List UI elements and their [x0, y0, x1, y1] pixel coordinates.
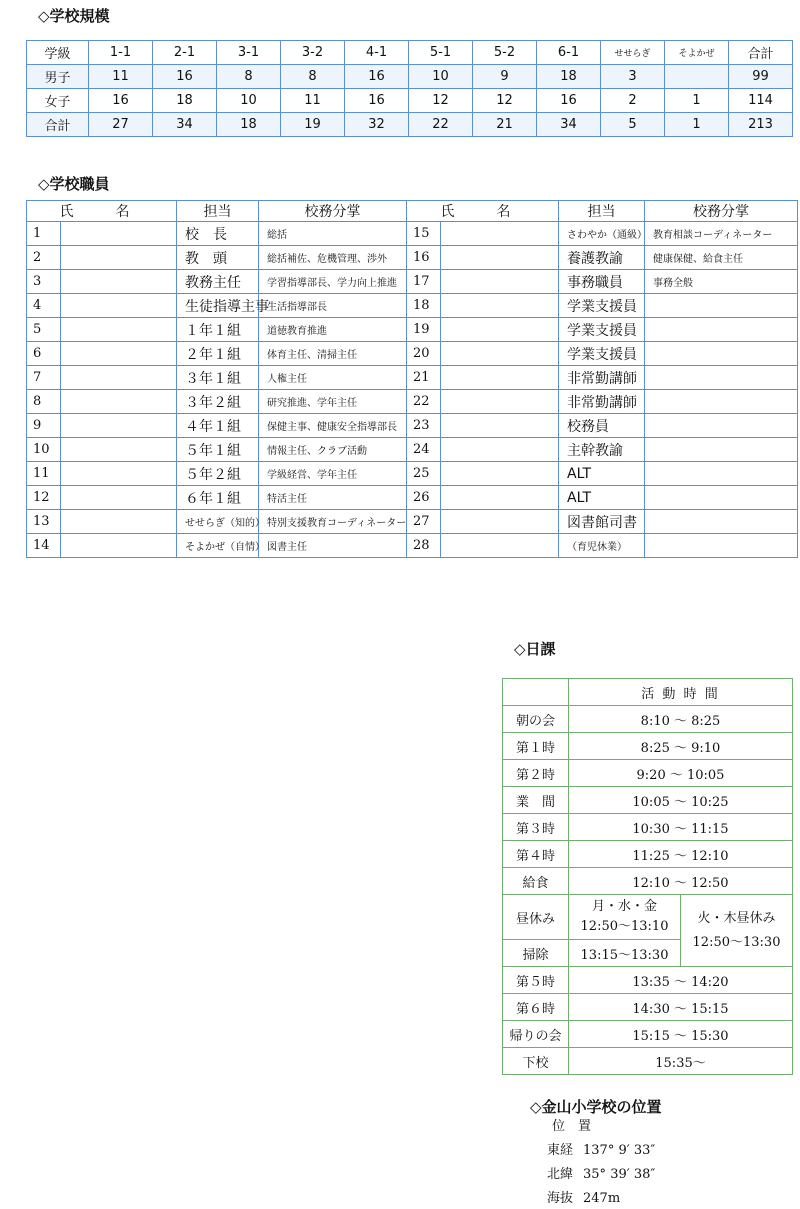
- row-label: 女子: [27, 89, 89, 113]
- staff-number: 14: [27, 534, 61, 558]
- count-cell: 10: [409, 65, 473, 89]
- header-cell: 4-1: [345, 41, 409, 65]
- staff-duty: [645, 462, 798, 486]
- staff-row: [27, 510, 798, 534]
- count-cell: 16: [537, 89, 601, 113]
- staff-name: [61, 534, 177, 558]
- lunch-break-mwf: [569, 895, 681, 940]
- header-blank: [503, 679, 569, 706]
- count-cell: 34: [537, 113, 601, 137]
- staff-role: 学業支援員: [559, 318, 645, 342]
- staff-number: 6: [27, 342, 61, 366]
- staff-name: [61, 222, 177, 246]
- staff-name: [61, 342, 177, 366]
- staff-duty: [645, 414, 798, 438]
- period-label: 第２時: [503, 760, 569, 787]
- count-cell: 3: [601, 65, 665, 89]
- count-cell: 21: [473, 113, 537, 137]
- staff-role: ３年２組: [177, 390, 259, 414]
- staff-name: [61, 318, 177, 342]
- staff-name: [441, 438, 559, 462]
- staff-role: （育児休業）: [559, 534, 645, 558]
- staff-role: ALT: [559, 462, 645, 486]
- staff-name: [441, 318, 559, 342]
- period-time: 15:35～: [569, 1048, 793, 1075]
- staff-duty: 情報主任、クラブ活動: [259, 438, 407, 462]
- staff-duty: 生活指導部長: [259, 294, 407, 318]
- staff-role: ALT: [559, 486, 645, 510]
- staff-role: 主幹教諭: [559, 438, 645, 462]
- staff-row: [27, 294, 798, 318]
- staff-role: ３年１組: [177, 366, 259, 390]
- lunch-mwf-time: 12:50～13:10: [580, 919, 669, 934]
- count-cell: 16: [345, 65, 409, 89]
- count-cell: 114: [729, 89, 793, 113]
- count-cell: 32: [345, 113, 409, 137]
- staff-name: [61, 390, 177, 414]
- staff-row: [27, 462, 798, 486]
- header-cell: 合計: [729, 41, 793, 65]
- staff-name: [61, 462, 177, 486]
- staff-role: せせらぎ（知的）: [177, 510, 259, 534]
- staff-name: [61, 270, 177, 294]
- staff-role: 学業支援員: [559, 294, 645, 318]
- staff-number: 25: [407, 462, 441, 486]
- header-name: 氏 名: [407, 201, 559, 222]
- staff-role: 養護教諭: [559, 246, 645, 270]
- staff-number: 10: [27, 438, 61, 462]
- period-time: 13:35 ～ 14:20: [569, 967, 793, 994]
- count-cell: 1: [665, 89, 729, 113]
- staff-name: [441, 342, 559, 366]
- staff-role: 校務員: [559, 414, 645, 438]
- staff-number: 8: [27, 390, 61, 414]
- staff-duty: [645, 438, 798, 462]
- header-cell: 3-2: [281, 41, 345, 65]
- header-cell: 2-1: [153, 41, 217, 65]
- staff-number: 3: [27, 270, 61, 294]
- staff-heading: ◇学校職員: [38, 175, 110, 193]
- staff-name: [61, 486, 177, 510]
- period-label: 第１時: [503, 733, 569, 760]
- staff-duty: 事務全般: [645, 270, 798, 294]
- count-cell: 18: [153, 89, 217, 113]
- staff-number: 22: [407, 390, 441, 414]
- schedule-row-lunch: [503, 895, 793, 940]
- period-time: 8:25 ～ 9:10: [569, 733, 793, 760]
- staff-name: [61, 246, 177, 270]
- staff-name: [441, 534, 559, 558]
- header-cell: 5-2: [473, 41, 537, 65]
- staff-name: [61, 366, 177, 390]
- staff-name: [441, 414, 559, 438]
- staff-role: 教務主任: [177, 270, 259, 294]
- staff-duty: 教育相談コーディネーター: [645, 222, 798, 246]
- count-cell: 213: [729, 113, 793, 137]
- staff-name: [441, 246, 559, 270]
- location-heading: ◇金山小学校の位置: [530, 1098, 662, 1116]
- period-label: 給食: [503, 868, 569, 895]
- count-cell: 18: [217, 113, 281, 137]
- schedule-row: [503, 733, 793, 760]
- schedule-row: [503, 787, 793, 814]
- staff-row: [27, 318, 798, 342]
- staff-number: 9: [27, 414, 61, 438]
- period-label: 第３時: [503, 814, 569, 841]
- cleaning-time: 13:15～13:30: [569, 940, 681, 967]
- altitude-label: 海抜: [547, 1191, 574, 1206]
- count-cell: 9: [473, 65, 537, 89]
- staff-number: 16: [407, 246, 441, 270]
- count-cell: 16: [89, 89, 153, 113]
- staff-name: [441, 294, 559, 318]
- staff-header-row: [27, 201, 798, 222]
- latitude-label: 北緯: [547, 1167, 574, 1182]
- staff-number: 24: [407, 438, 441, 462]
- staff-name: [441, 462, 559, 486]
- count-cell: 34: [153, 113, 217, 137]
- scale-header-row: [27, 41, 793, 65]
- staff-row: [27, 342, 798, 366]
- staff-number: 23: [407, 414, 441, 438]
- lunch-tt-time: 12:50～13:30: [692, 934, 781, 950]
- schedule-row: [503, 706, 793, 733]
- header-activity-time: 活 動 時 間: [569, 679, 793, 706]
- count-cell: 8: [217, 65, 281, 89]
- period-label: 朝の会: [503, 706, 569, 733]
- longitude-value: 137° 9′ 33″: [583, 1143, 656, 1158]
- schedule-row: [503, 1048, 793, 1075]
- count-cell: 11: [281, 89, 345, 113]
- period-label: 第６時: [503, 994, 569, 1021]
- staff-role: そよかぜ（自情）: [177, 534, 259, 558]
- staff-duty: 保健主事、健康安全指導部長: [259, 414, 407, 438]
- count-cell: 1: [665, 113, 729, 137]
- scale-row-boys: [27, 65, 793, 89]
- staff-name: [61, 510, 177, 534]
- count-cell: 2: [601, 89, 665, 113]
- header-role: 担当: [177, 201, 259, 222]
- count-cell: 16: [345, 89, 409, 113]
- staff-name: [61, 294, 177, 318]
- staff-row: [27, 246, 798, 270]
- lunch-break-tt: [681, 895, 793, 967]
- count-cell: 12: [409, 89, 473, 113]
- longitude-label: 東経: [547, 1143, 574, 1158]
- location-altitude: [547, 1190, 620, 1208]
- staff-duty: [645, 342, 798, 366]
- staff-row: [27, 534, 798, 558]
- staff-number: 2: [27, 246, 61, 270]
- staff-row: [27, 270, 798, 294]
- row-label: 合計: [27, 113, 89, 137]
- count-cell: 16: [153, 65, 217, 89]
- staff-role: ５年２組: [177, 462, 259, 486]
- staff-number: 7: [27, 366, 61, 390]
- staff-table: [26, 200, 798, 558]
- header-cell: せせらぎ: [601, 41, 665, 65]
- period-time: 11:25 ～ 12:10: [569, 841, 793, 868]
- staff-number: 17: [407, 270, 441, 294]
- schedule-row: [503, 1021, 793, 1048]
- location-longitude: [547, 1142, 655, 1160]
- schedule-row: [503, 994, 793, 1021]
- header-duty: 校務分掌: [645, 201, 798, 222]
- altitude-value: 247m: [583, 1191, 621, 1206]
- staff-duty: [645, 510, 798, 534]
- header-cell: 1-1: [89, 41, 153, 65]
- location-latitude: [547, 1166, 655, 1184]
- staff-name: [441, 270, 559, 294]
- staff-name: [441, 510, 559, 534]
- lunch-tt-days: 火・木昼休み: [697, 910, 776, 926]
- staff-name: [441, 486, 559, 510]
- staff-row: [27, 486, 798, 510]
- staff-number: 4: [27, 294, 61, 318]
- schedule-row: [503, 814, 793, 841]
- staff-duty: 図書主任: [259, 534, 407, 558]
- count-cell: [665, 65, 729, 89]
- period-time: 10:30 ～ 11:15: [569, 814, 793, 841]
- staff-row: [27, 222, 798, 246]
- count-cell: 5: [601, 113, 665, 137]
- schedule-row: [503, 868, 793, 895]
- schedule-row: [503, 760, 793, 787]
- staff-role: ２年１組: [177, 342, 259, 366]
- schedule-header-row: [503, 679, 793, 706]
- staff-name: [441, 366, 559, 390]
- staff-duty: 健康保健、給食主任: [645, 246, 798, 270]
- header-cell: 5-1: [409, 41, 473, 65]
- staff-duty: 特活主任: [259, 486, 407, 510]
- period-time: 9:20 ～ 10:05: [569, 760, 793, 787]
- period-label: 第５時: [503, 967, 569, 994]
- cleaning-label: 掃除: [503, 940, 569, 967]
- schedule-row: [503, 841, 793, 868]
- staff-name: [441, 222, 559, 246]
- staff-duty: [645, 318, 798, 342]
- staff-number: 20: [407, 342, 441, 366]
- staff-role: 非常勤講師: [559, 366, 645, 390]
- staff-duty: [645, 390, 798, 414]
- count-cell: 27: [89, 113, 153, 137]
- staff-duty: [645, 366, 798, 390]
- staff-duty: [645, 486, 798, 510]
- schedule-heading: ◇日課: [514, 640, 556, 658]
- count-cell: 12: [473, 89, 537, 113]
- count-cell: 22: [409, 113, 473, 137]
- staff-row: [27, 366, 798, 390]
- count-cell: 11: [89, 65, 153, 89]
- staff-duty: [645, 534, 798, 558]
- period-label: 下校: [503, 1048, 569, 1075]
- staff-role: 非常勤講師: [559, 390, 645, 414]
- lunch-mwf-days: 月・水・金: [591, 899, 657, 914]
- staff-row: [27, 414, 798, 438]
- latitude-value: 35° 39′ 38″: [583, 1167, 656, 1182]
- staff-role: ５年１組: [177, 438, 259, 462]
- staff-name: [61, 438, 177, 462]
- header-cell: 3-1: [217, 41, 281, 65]
- staff-role: １年１組: [177, 318, 259, 342]
- schedule-row: [503, 967, 793, 994]
- lunch-break-label: 昼休み: [503, 895, 569, 940]
- header-cell: 6-1: [537, 41, 601, 65]
- header-role: 担当: [559, 201, 645, 222]
- scale-row-girls: [27, 89, 793, 113]
- staff-role: 学業支援員: [559, 342, 645, 366]
- staff-number: 11: [27, 462, 61, 486]
- header-cell: そよかぜ: [665, 41, 729, 65]
- staff-row: [27, 390, 798, 414]
- staff-name: [61, 414, 177, 438]
- staff-duty: 研究推進、学年主任: [259, 390, 407, 414]
- staff-number: 26: [407, 486, 441, 510]
- period-time: 15:15 ～ 15:30: [569, 1021, 793, 1048]
- staff-number: 27: [407, 510, 441, 534]
- scale-row-total: [27, 113, 793, 137]
- staff-number: 1: [27, 222, 61, 246]
- staff-number: 5: [27, 318, 61, 342]
- count-cell: 99: [729, 65, 793, 89]
- period-label: 帰りの会: [503, 1021, 569, 1048]
- staff-role: ４年１組: [177, 414, 259, 438]
- staff-duty: 特別支援教育コーディネーター: [259, 510, 407, 534]
- staff-number: 18: [407, 294, 441, 318]
- count-cell: 19: [281, 113, 345, 137]
- header-name: 氏 名: [27, 201, 177, 222]
- scale-heading: ◇学校規模: [38, 7, 110, 25]
- schedule-table: [502, 678, 793, 1075]
- staff-name: [441, 390, 559, 414]
- staff-number: 28: [407, 534, 441, 558]
- row-label: 男子: [27, 65, 89, 89]
- count-cell: 10: [217, 89, 281, 113]
- staff-role: 校 長: [177, 222, 259, 246]
- period-time: 12:10 ～ 12:50: [569, 868, 793, 895]
- staff-number: 19: [407, 318, 441, 342]
- staff-duty: [645, 294, 798, 318]
- staff-duty: 学習指導部長、学力向上推進: [259, 270, 407, 294]
- period-label: 第４時: [503, 841, 569, 868]
- staff-duty: 道徳教育推進: [259, 318, 407, 342]
- staff-number: 13: [27, 510, 61, 534]
- staff-number: 12: [27, 486, 61, 510]
- staff-role: ６年１組: [177, 486, 259, 510]
- header-cell: 学級: [27, 41, 89, 65]
- staff-duty: 総括補佐、危機管理、渉外: [259, 246, 407, 270]
- staff-role: 図書館司書: [559, 510, 645, 534]
- period-label: 業 間: [503, 787, 569, 814]
- period-time: 8:10 ～ 8:25: [569, 706, 793, 733]
- staff-number: 21: [407, 366, 441, 390]
- period-time: 14:30 ～ 15:15: [569, 994, 793, 1021]
- staff-role: 教 頭: [177, 246, 259, 270]
- staff-duty: 総括: [259, 222, 407, 246]
- class-size-table: [26, 40, 793, 137]
- header-duty: 校務分掌: [259, 201, 407, 222]
- staff-role: さわやか（通級）: [559, 222, 645, 246]
- count-cell: 8: [281, 65, 345, 89]
- location-subheading: 位 置: [552, 1119, 592, 1134]
- staff-row: [27, 438, 798, 462]
- staff-number: 15: [407, 222, 441, 246]
- staff-duty: 人権主任: [259, 366, 407, 390]
- staff-duty: 体育主任、清掃主任: [259, 342, 407, 366]
- count-cell: 18: [537, 65, 601, 89]
- staff-role: 事務職員: [559, 270, 645, 294]
- staff-role: 生徒指導主事: [177, 294, 259, 318]
- staff-duty: 学級経営、学年主任: [259, 462, 407, 486]
- period-time: 10:05 ～ 10:25: [569, 787, 793, 814]
